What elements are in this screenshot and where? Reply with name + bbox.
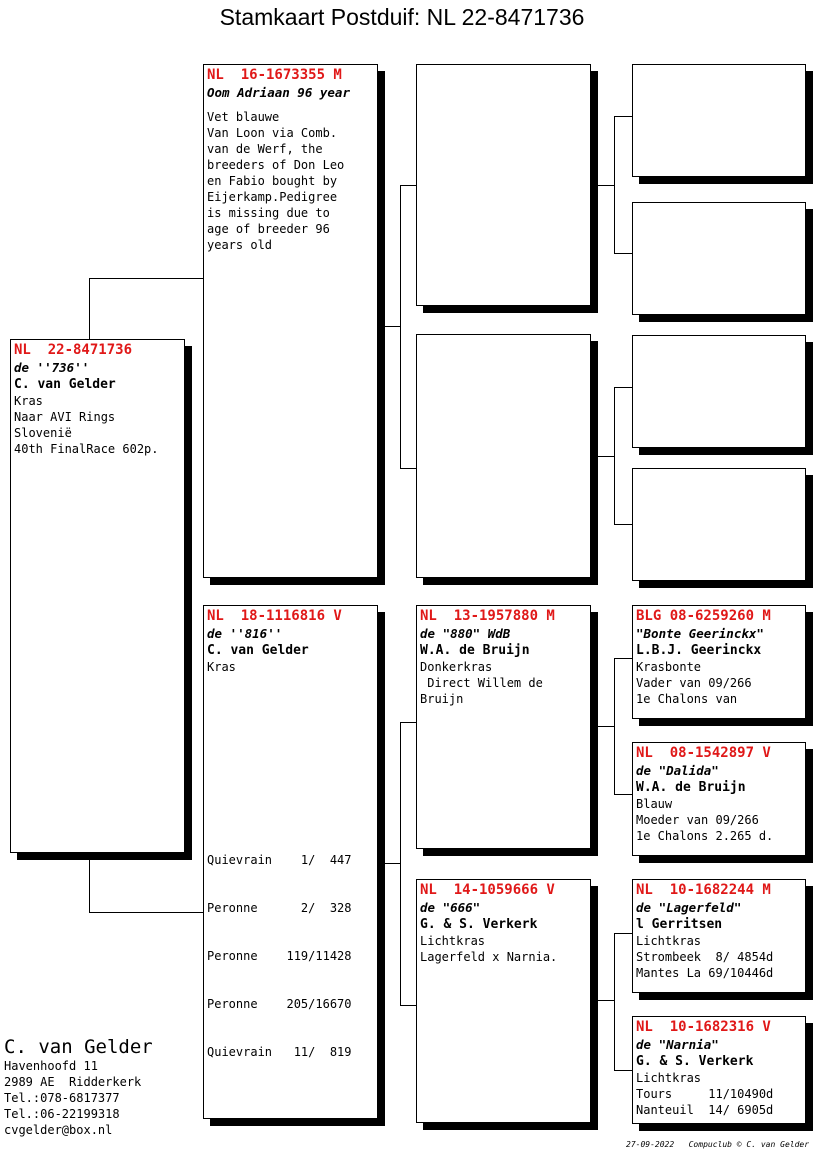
owner-name: C. van Gelder [207, 643, 309, 658]
pigeon-card-mmf [632, 879, 806, 993]
connector-line [89, 912, 203, 913]
connector-line [614, 658, 615, 794]
owner-name: C. van Gelder [14, 377, 116, 392]
breeder-city: 2989 AE Ridderkerk [4, 1075, 142, 1089]
pigeon-card-empty [632, 468, 806, 581]
pigeon-card-empty [416, 64, 591, 306]
pigeon-name: de "Lagerfeld" [636, 900, 742, 915]
connector-line [400, 468, 416, 469]
connector-line [377, 863, 400, 864]
info-line: 1e Chalons van [636, 692, 738, 706]
connector-line [89, 278, 203, 279]
page-title: Stamkaart Postduif: NL 22-8471736 [219, 4, 585, 30]
connector-line [614, 116, 615, 253]
info-line: Moeder van 09/266 [636, 813, 759, 827]
pigeon-card-mother-mother [416, 879, 591, 1123]
info-line: Vet blauwe [207, 110, 280, 124]
owner-name: W.A. de Bruijn [420, 643, 530, 658]
owner-name: W.A. de Bruijn [636, 780, 746, 795]
connector-line [400, 722, 401, 1005]
connector-line [614, 387, 615, 524]
connector-line [377, 326, 400, 327]
connector-line [400, 185, 401, 468]
connector-line [614, 387, 632, 388]
info-line: van de Werf, the [207, 142, 323, 156]
ring-number: BLG 08-6259260 M [636, 608, 771, 624]
connector-line [614, 933, 632, 934]
connector-line [614, 933, 615, 1070]
footer-credit: 27-09-2022 Compuclub © C. van Gelder [626, 1140, 810, 1149]
connector-line [590, 726, 614, 727]
owner-name: G. & S. Verkerk [636, 1054, 754, 1069]
info-line: Blauw [636, 797, 673, 811]
ring-number: NL 10-1682316 V [636, 1019, 771, 1035]
info-line: en Fabio bought by [207, 174, 338, 188]
ring-number: NL 14-1059666 V [420, 882, 555, 898]
info-line: Strombeek 8/ 4854d [636, 950, 774, 964]
info-line: years old [207, 238, 273, 252]
owner-name: l Gerritsen [636, 917, 723, 932]
pigeon-card-mmm [632, 1016, 806, 1124]
ring-number: NL 16-1673355 M [207, 67, 342, 83]
connector-line [89, 852, 90, 912]
info-line: Kras [14, 394, 43, 408]
pigeon-name: de "880" WdB [420, 626, 511, 641]
info-line: 40th FinalRace 602p. [14, 442, 159, 456]
pigeon-card-empty [632, 202, 806, 315]
ring-number: NL 08-1542897 V [636, 745, 771, 761]
race-result: Quievrain 11/ 819 [207, 1045, 352, 1059]
pigeon-name: de "Narnia" [636, 1037, 719, 1052]
pigeon-card-empty [632, 64, 806, 177]
info-line: Krasbonte [636, 660, 702, 674]
ring-number: NL 18-1116816 V [207, 608, 342, 624]
pigeon-name: de ''816'' [207, 626, 283, 641]
info-line: Donkerkras [420, 660, 493, 674]
pigeon-card-empty [416, 334, 591, 578]
info-line: Lichtkras [636, 1071, 702, 1085]
breeder-name: C. van Gelder [4, 1036, 153, 1058]
ring-number: NL 22-8471736 [14, 342, 133, 358]
info-line: 1e Chalons 2.265 d. [636, 829, 774, 843]
connector-line [89, 278, 90, 340]
owner-name: G. & S. Verkerk [420, 917, 538, 932]
connector-line [614, 253, 632, 254]
pigeon-name: de ''736'' [14, 360, 90, 375]
pigeon-name: Oom Adriaan 96 year [207, 85, 350, 100]
ring-number: NL 13-1957880 M [420, 608, 555, 624]
info-line: age of breeder 96 [207, 222, 330, 236]
pigeon-card-empty [632, 335, 806, 448]
pigeon-name: "Bonte Geerinckx" [636, 626, 764, 641]
connector-line [614, 658, 632, 659]
breeder-address [4, 1036, 153, 1138]
owner-name: L.B.J. Geerinckx [636, 643, 762, 658]
info-line: Kras [207, 660, 236, 674]
info-line: Nanteuil 14/ 6905d [636, 1103, 774, 1117]
breeder-street: Havenhoofd 11 [4, 1059, 98, 1073]
pigeon-card-father [203, 64, 378, 578]
info-line: Slovenië [14, 426, 72, 440]
info-line: Lagerfeld x Narnia. [420, 950, 558, 964]
connector-line [590, 1000, 614, 1001]
connector-line [400, 722, 416, 723]
race-result: Quievrain 1/ 447 [207, 853, 352, 867]
connector-line [614, 794, 632, 795]
race-result: Peronne 2/ 328 [207, 901, 352, 915]
pigeon-name: de "666" [420, 900, 481, 915]
info-line: Eijerkamp.Pedigree [207, 190, 338, 204]
connector-line [590, 185, 614, 186]
pigeon-card-mfm [632, 742, 806, 856]
breeder-mobile: Tel.:06-22199318 [4, 1107, 120, 1121]
pigeon-card-mother-father [416, 605, 591, 849]
info-line: Naar AVI Rings [14, 410, 116, 424]
info-line: Lichtkras [636, 934, 702, 948]
connector-line [614, 524, 632, 525]
info-line: Tours 11/10490d [636, 1087, 774, 1101]
connector-line [400, 1005, 416, 1006]
info-line: breeders of Don Leo [207, 158, 345, 172]
connector-line [400, 185, 416, 186]
pigeon-name: de "Dalida" [636, 763, 719, 778]
connector-line [614, 116, 632, 117]
info-line: Bruijn [420, 692, 464, 706]
info-line: is missing due to [207, 206, 330, 220]
info-line: Lichtkras [420, 934, 486, 948]
pigeon-card-mother [203, 605, 378, 1119]
breeder-email: cvgelder@box.nl [4, 1123, 113, 1137]
race-result: Peronne 205/16670 [207, 997, 352, 1011]
ring-number: NL 10-1682244 M [636, 882, 771, 898]
race-result: Peronne 119/11428 [207, 949, 352, 963]
pigeon-card-subject [10, 339, 185, 853]
connector-line [614, 1070, 632, 1071]
info-line: Vader van 09/266 [636, 676, 752, 690]
info-line: Direct Willem de [420, 676, 543, 690]
pigeon-card-mff [632, 605, 806, 719]
info-line: Mantes La 69/10446d [636, 966, 774, 980]
info-line: Van Loon via Comb. [207, 126, 338, 140]
breeder-phone: Tel.:078-6817377 [4, 1091, 120, 1105]
race-results [207, 820, 352, 1092]
connector-line [590, 456, 614, 457]
